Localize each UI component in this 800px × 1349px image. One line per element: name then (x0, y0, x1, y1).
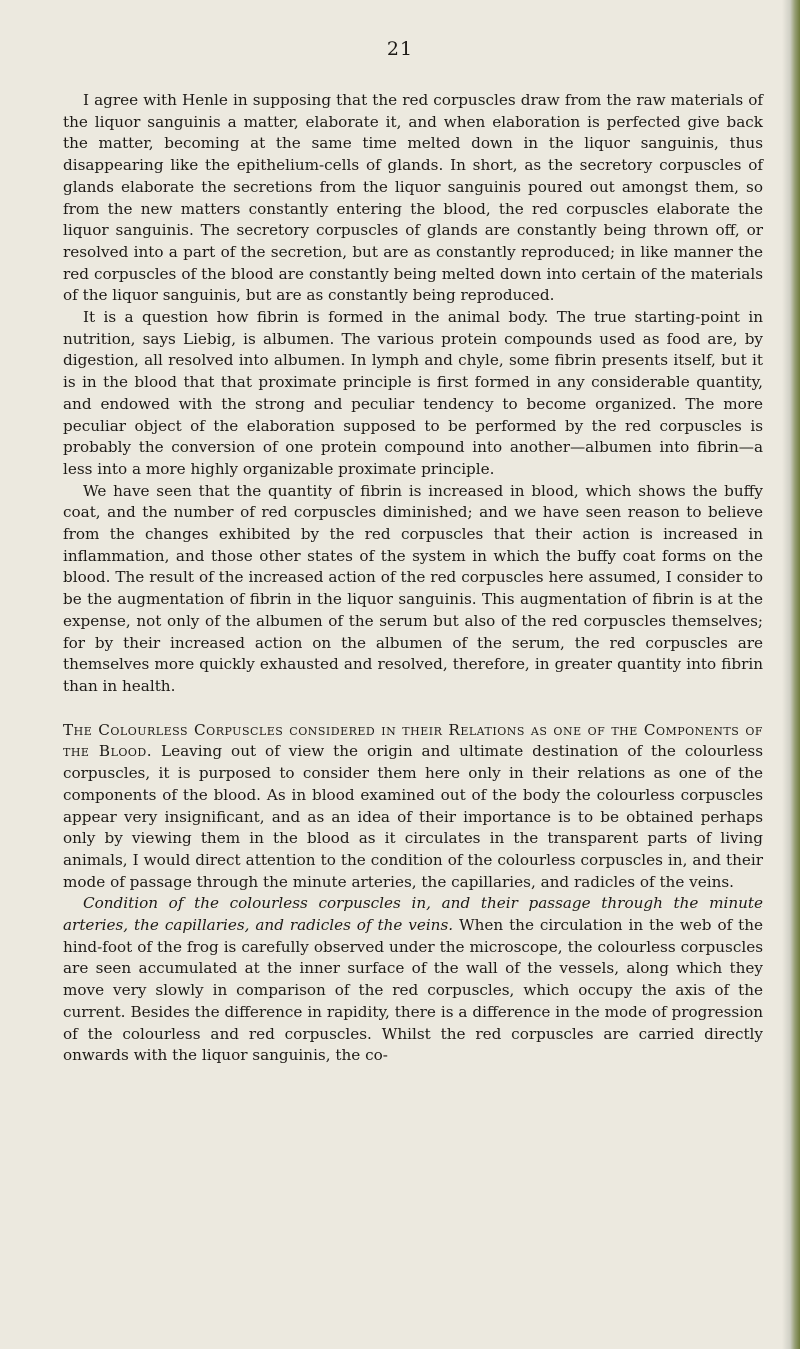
page-number: 21 (386, 38, 414, 60)
paragraph-fibrin-formation: It is a question how fibrin is formed in the animal body. The true starting-point in nutrition, says Liebig, is albumen. The various protein compounds used as food are, by digestion, all resolved into albumen. In lymph and chyle, some fibrin presents itself, but it is in the blood that that proximate principle is first formed in any considerable quantity, and endowed with the strong and peculiar tendency to become organized. The more peculiar object of the elaboration supposed to be performed by the red corpuscles is probably the conversion of one protein compound into another—albumen into fibrin—a less into a more highly organizable proximate principle. (63, 308, 763, 478)
body-text (63, 90, 763, 1067)
section-body: Leaving out of view the origin and ultimate destination of the colourless corpuscles, it is purposed to consider them here only in their relations as one of the components of the blood. As in blood examined out of the body the colourless corpuscles appear very insignificant, and as an idea of their importance is to be obtained perhaps only by viewing them in the blood as it circulates in the transparent parts of living animals, I would direct attention to the condition of the colourless corpuscles in, and their mode of passage through the minute arteries, the capillaries, and radicles of the veins. (63, 742, 764, 891)
subsection-paragraph (63, 893, 763, 1067)
paragraph-henle: I agree with Henle in supposing that the red corpuscles draw from the raw materials of the liquor sanguinis a matter, elaborate it, and when elaboration is perfected give back the matter, becoming at the same time melted down in the liquor sanguinis, thus disappearing like the epithelium-cells of glands. In short, as the secretory corpuscles of glands elaborate the secretions from the liquor sanguinis poured out amongst them, so from the new matters constantly entering the blood, the red corpuscles elaborate the liquor sanguinis. The secretory corpuscles of glands are constantly being thrown off, or resolved into a part of the secretion, but are as constantly reproduced; in like manner the red corpuscles of the blood are constantly being melted down into certain of the materials of the liquor sanguinis, but are as constantly being reproduced. (63, 91, 763, 305)
section-colourless-corpuscles (63, 720, 763, 894)
subsection-body: When the circulation in the web of the hind-foot of the frog is carefully observed under the microscope, the colourless corpuscles are seen accumulated at the inner surface of the wall of the vessels, along which they move very slowly in comparison of the red corpuscles, which occupy the axis of the current. Besides the difference in rapidity, there is a difference in the mode of progression of the colourless and red corpuscles. Whilst the red corpuscles are carried directly onwards with the liquor sanguinis, the co- (63, 916, 763, 1065)
page-edge-shadow (782, 0, 800, 1349)
paragraph-fibrin-increase: We have seen that the quantity of fibrin is increased in blood, which shows the buffy coat, and the number of red corpuscles diminished; and we have seen reason to believe from the changes exhibited by the red corpuscles that their action is increased in inflammation, and those other states of the system in which the buffy coat forms on the blood. The result of the increased action of the red corpuscles here assumed, I consider to be the augmentation of fibrin in the liquor sanguinis. This augmentation of fibrin is at the expense, not only of the albumen of the serum but also of the red corpuscles themselves; for by their increased action on the albumen of the serum, the red corpuscles are themselves more quickly exhausted and resolved, therefore, in greater quantity into fibrin than in health. (63, 481, 763, 695)
section-heading: The Colourless Corpuscles considered in their Relations as one of the Components of the Blood. (63, 720, 763, 761)
subsection-heading: Condition of the colourless corpuscles in, and their passage through the minute arteries, the capillaries, and radicles of the veins. (63, 894, 763, 935)
